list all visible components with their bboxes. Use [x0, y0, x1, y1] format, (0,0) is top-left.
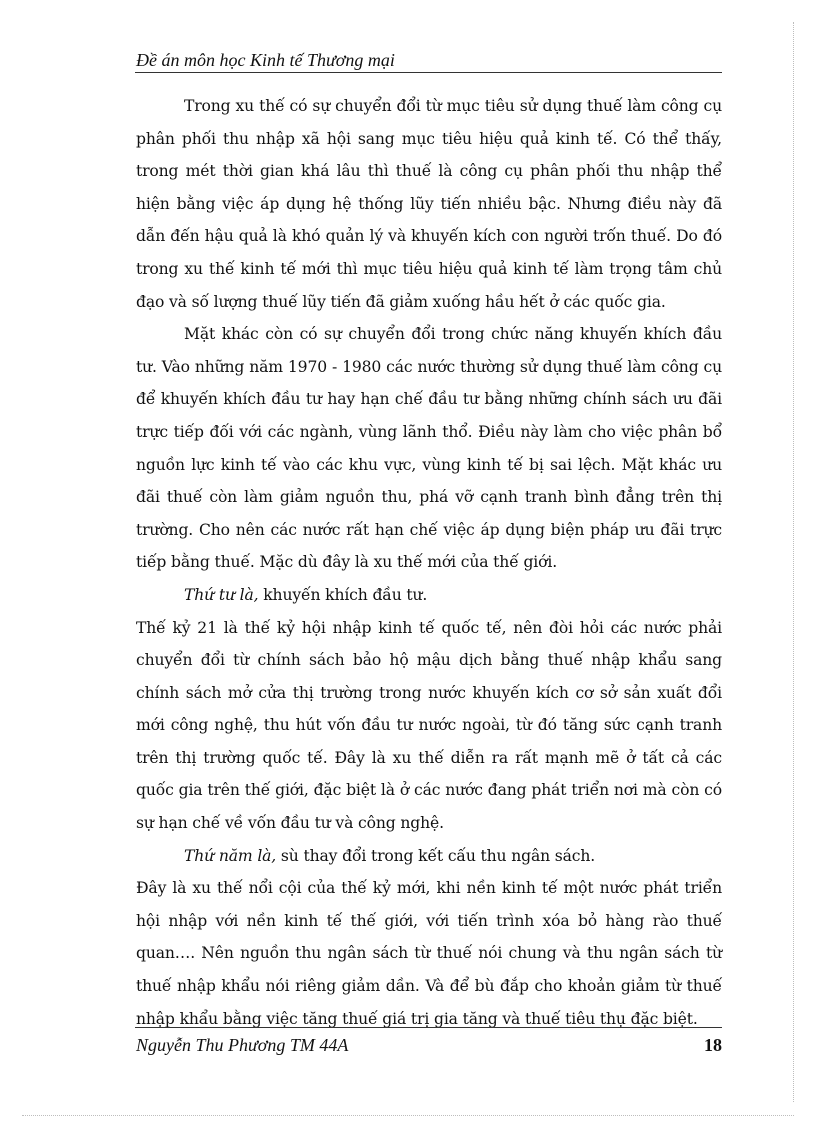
- fourth-lead: Thứ tư là,: [184, 585, 259, 604]
- page-edge-right: [793, 22, 794, 1102]
- document-body: [136, 90, 722, 1035]
- paragraph-fourth-heading: [136, 579, 722, 612]
- paragraph-international-integration: Thế kỷ 21 là thế kỷ hội nhập kinh tế quốc tế, nên đòi hỏi các nước phải chuyển đổi từ chính sách bảo hộ mậu dịch bằng thuế nhập khẩu sang chính sách mở cửa thị trường trong nước khuyến kích cơ sở sản xuất đổi mới công nghệ, thu hút vốn đầu tư nước ngoài, từ đó tăng sức cạnh tranh trên thị trường quốc tế. Đây là xu thế diễn ra rất mạnh mẽ ở tất cả các quốc gia trên thế giới, đặc biệt là ở các nước đang phát triển nơi mà còn có sự hạn chế về vốn đầu tư và công nghệ.: [136, 618, 722, 833]
- paragraph-budget-structure: Đây là xu thế nổi cội của thế kỷ mới, khi nền kinh tế một nước phát triển hội nhập với nền kinh tế thế giới, với tiến trình xóa bỏ hàng rào thuế quan…. Nên nguồn thu ngân sách từ thuế nói chung và thu ngân sách từ thuế nhập khẩu nói riêng giảm dần. Và để bù đắp cho khoản giảm từ thuế nhập khẩu bằng việc tăng thuế giá trị gia tăng và thuế tiêu thụ đặc biệt.: [136, 879, 722, 1028]
- running-header: Đề án môn học Kinh tế Thương mại: [136, 50, 395, 70]
- paragraph-fifth-heading: [136, 840, 722, 873]
- footer-author: Nguyễn Thu Phương TM 44A: [136, 1035, 349, 1055]
- paragraph-investment-incentive: Mặt khác còn có sự chuyển đổi trong chức năng khuyến khích đầu tư. Vào những năm 1970 - 1980 các nước thường sử dụng thuế làm công cụ để khuyến khích đầu tư hay hạn chế đầu tư bằng những chính sách ưu đãi trực tiếp đối với các ngành, vùng lãnh thổ. Điều này làm cho việc phân bổ nguồn lực kinh tế vào các khu vực, vùng kinh tế bị sai lệch. Mặt khác ưu đãi thuế còn làm giảm nguồn thu, phá vỡ cạnh tranh bình đẳng trên thị trường. Cho nên các nước rất hạn chế việc áp dụng biện pháp ưu đãi trực tiếp bằng thuế. Mặc dù đây là xu thế mới của thế giới.: [136, 325, 722, 572]
- page-number: 18: [704, 1035, 722, 1055]
- footer-divider: [135, 1027, 722, 1028]
- paragraph-tax-trend: Trong xu thế có sự chuyển đổi từ mục tiêu sử dụng thuế làm công cụ phân phối thu nhập xã hội sang mục tiêu hiệu quả kinh tế. Có thể thấy, trong mét thời gian khá lâu thì thuế là công cụ phân phối thu nhập thể hiện bằng việc áp dụng hệ thống lũy tiến nhiều bậc. Nhưng điều này đã dẫn đến hậu quả là khó quản lý và khuyến kích con người trốn thuế. Do đó trong xu thế kinh tế mới thì mục tiêu hiệu quả kinh tế làm trọng tâm chủ đạo và số lượng thuế lũy tiến đã giảm xuống hầu hết ở các quốc gia.: [136, 97, 722, 311]
- fifth-text: sù thay đổi trong kết cấu thu ngân sách.: [276, 846, 596, 865]
- fifth-lead: Thứ năm là,: [184, 846, 277, 865]
- header-divider: [135, 72, 722, 73]
- fourth-text: khuyến khích đầu tư.: [258, 585, 428, 604]
- page-edge-bottom: [22, 1115, 794, 1116]
